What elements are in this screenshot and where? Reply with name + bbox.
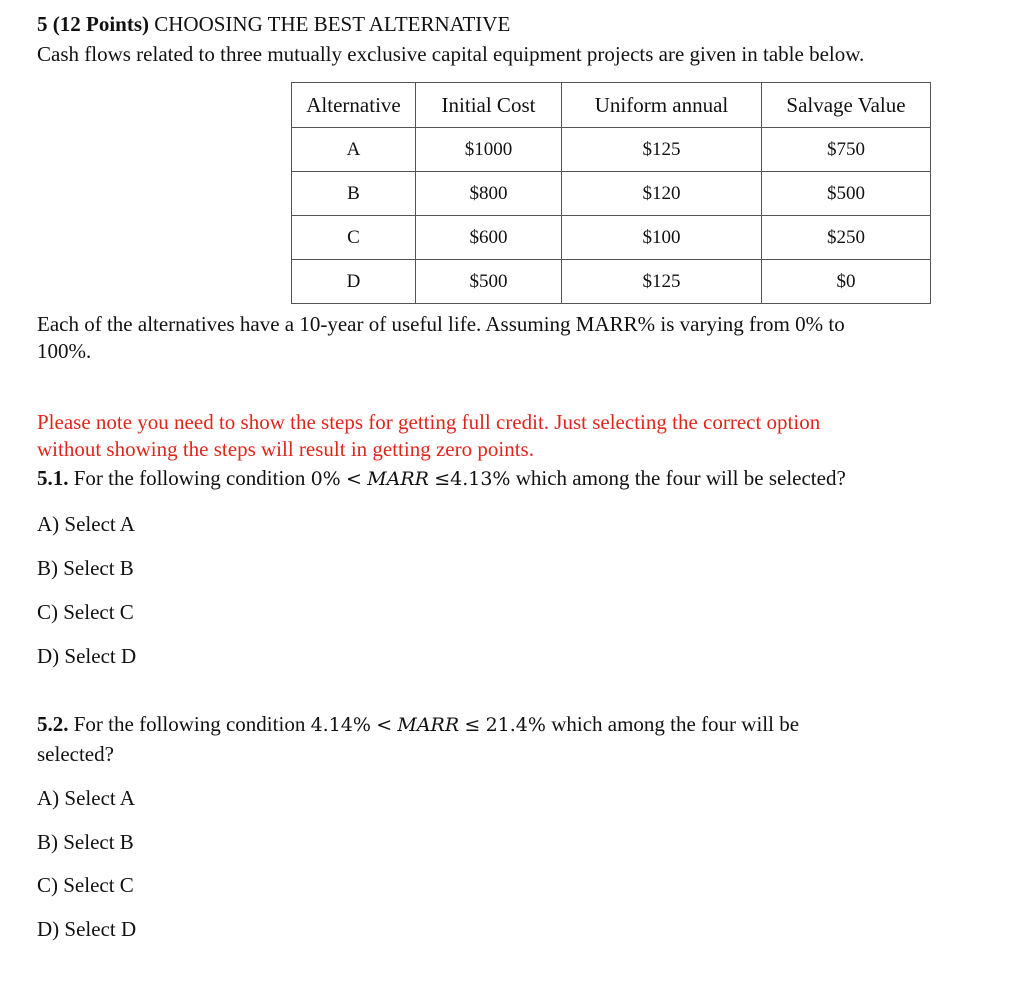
q2-option-d[interactable]: D) Select D: [37, 917, 137, 941]
q2-option-c[interactable]: C) Select C: [37, 873, 134, 897]
q1-option-a[interactable]: A) Select A: [37, 512, 135, 536]
cell-salvage-value: $750: [762, 128, 931, 172]
table-header-row: [292, 83, 931, 128]
question-5-2-pre: For the following condition: [73, 712, 306, 736]
question-heading: [37, 11, 510, 37]
header-uniform-annual: Uniform annual: [562, 83, 762, 128]
q1-option-c[interactable]: C) Select C: [37, 600, 134, 624]
question-5-2-post: which among the four will be: [551, 712, 800, 736]
cell-uniform-annual: $120: [562, 172, 762, 216]
table-row: [292, 128, 931, 172]
less-equal-symbol: ≤: [464, 714, 481, 736]
cell-salvage-value: $500: [762, 172, 931, 216]
marr-variable: MARR: [397, 714, 460, 736]
cell-salvage-value: $250: [762, 216, 931, 260]
q2-option-a[interactable]: A) Select A: [37, 786, 135, 810]
cell-initial-cost: $800: [416, 172, 562, 216]
credit-note-line-1: Please note you need to show the steps for getting full credit. Just selecting the correct option: [37, 410, 821, 434]
question-intro: Cash flows related to three mutually exclusive capital equipment projects are given in table below.: [37, 42, 865, 66]
less-equal-symbol: ≤: [434, 468, 451, 490]
question-5-2-post-line-2: selected?: [37, 742, 114, 766]
cell-alternative: C: [292, 216, 416, 260]
condition-low: 4.14%: [310, 714, 371, 736]
assumption-line-2: 100%.: [37, 339, 92, 363]
less-than-symbol: <: [376, 714, 393, 736]
q1-option-b[interactable]: B) Select B: [37, 556, 134, 580]
question-5-1-label: 5.1.: [37, 466, 69, 490]
q2-option-b[interactable]: B) Select B: [37, 830, 134, 854]
question-5-1-pre: For the following condition: [73, 466, 306, 490]
header-initial-cost: Initial Cost: [416, 83, 562, 128]
cell-initial-cost: $600: [416, 216, 562, 260]
cell-uniform-annual: $125: [562, 128, 762, 172]
table-row: [292, 260, 931, 304]
condition-high: 21.4%: [485, 714, 546, 736]
less-than-symbol: <: [345, 468, 362, 490]
q1-option-d[interactable]: D) Select D: [37, 644, 137, 668]
table-row: [292, 172, 931, 216]
cell-uniform-annual: $125: [562, 260, 762, 304]
cell-initial-cost: $500: [416, 260, 562, 304]
table-row: [292, 216, 931, 260]
cell-salvage-value: $0: [762, 260, 931, 304]
condition-low: 0%: [310, 468, 341, 490]
question-points: (12 Points): [52, 12, 149, 36]
cell-uniform-annual: $100: [562, 216, 762, 260]
cell-alternative: B: [292, 172, 416, 216]
assumption-line-1: Each of the alternatives have a 10-year of useful life. Assuming MARR% is varying from 0% to: [37, 312, 845, 336]
question-5-1-post: which among the four will be selected?: [515, 466, 846, 490]
cell-alternative: D: [292, 260, 416, 304]
question-title: CHOOSING THE BEST ALTERNATIVE: [154, 12, 511, 36]
question-5-1: [37, 465, 846, 492]
question-5-2: [37, 711, 799, 738]
header-alternative: Alternative: [292, 83, 416, 128]
cash-flow-table: [291, 82, 931, 304]
cell-initial-cost: $1000: [416, 128, 562, 172]
marr-variable: MARR: [367, 468, 429, 490]
question-5-2-label: 5.2.: [37, 712, 69, 736]
condition-high: 4.13%: [450, 468, 511, 490]
cell-alternative: A: [292, 128, 416, 172]
header-salvage-value: Salvage Value: [762, 83, 931, 128]
credit-note-line-2: without showing the steps will result in getting zero points.: [37, 437, 534, 461]
question-number: 5: [37, 12, 48, 36]
